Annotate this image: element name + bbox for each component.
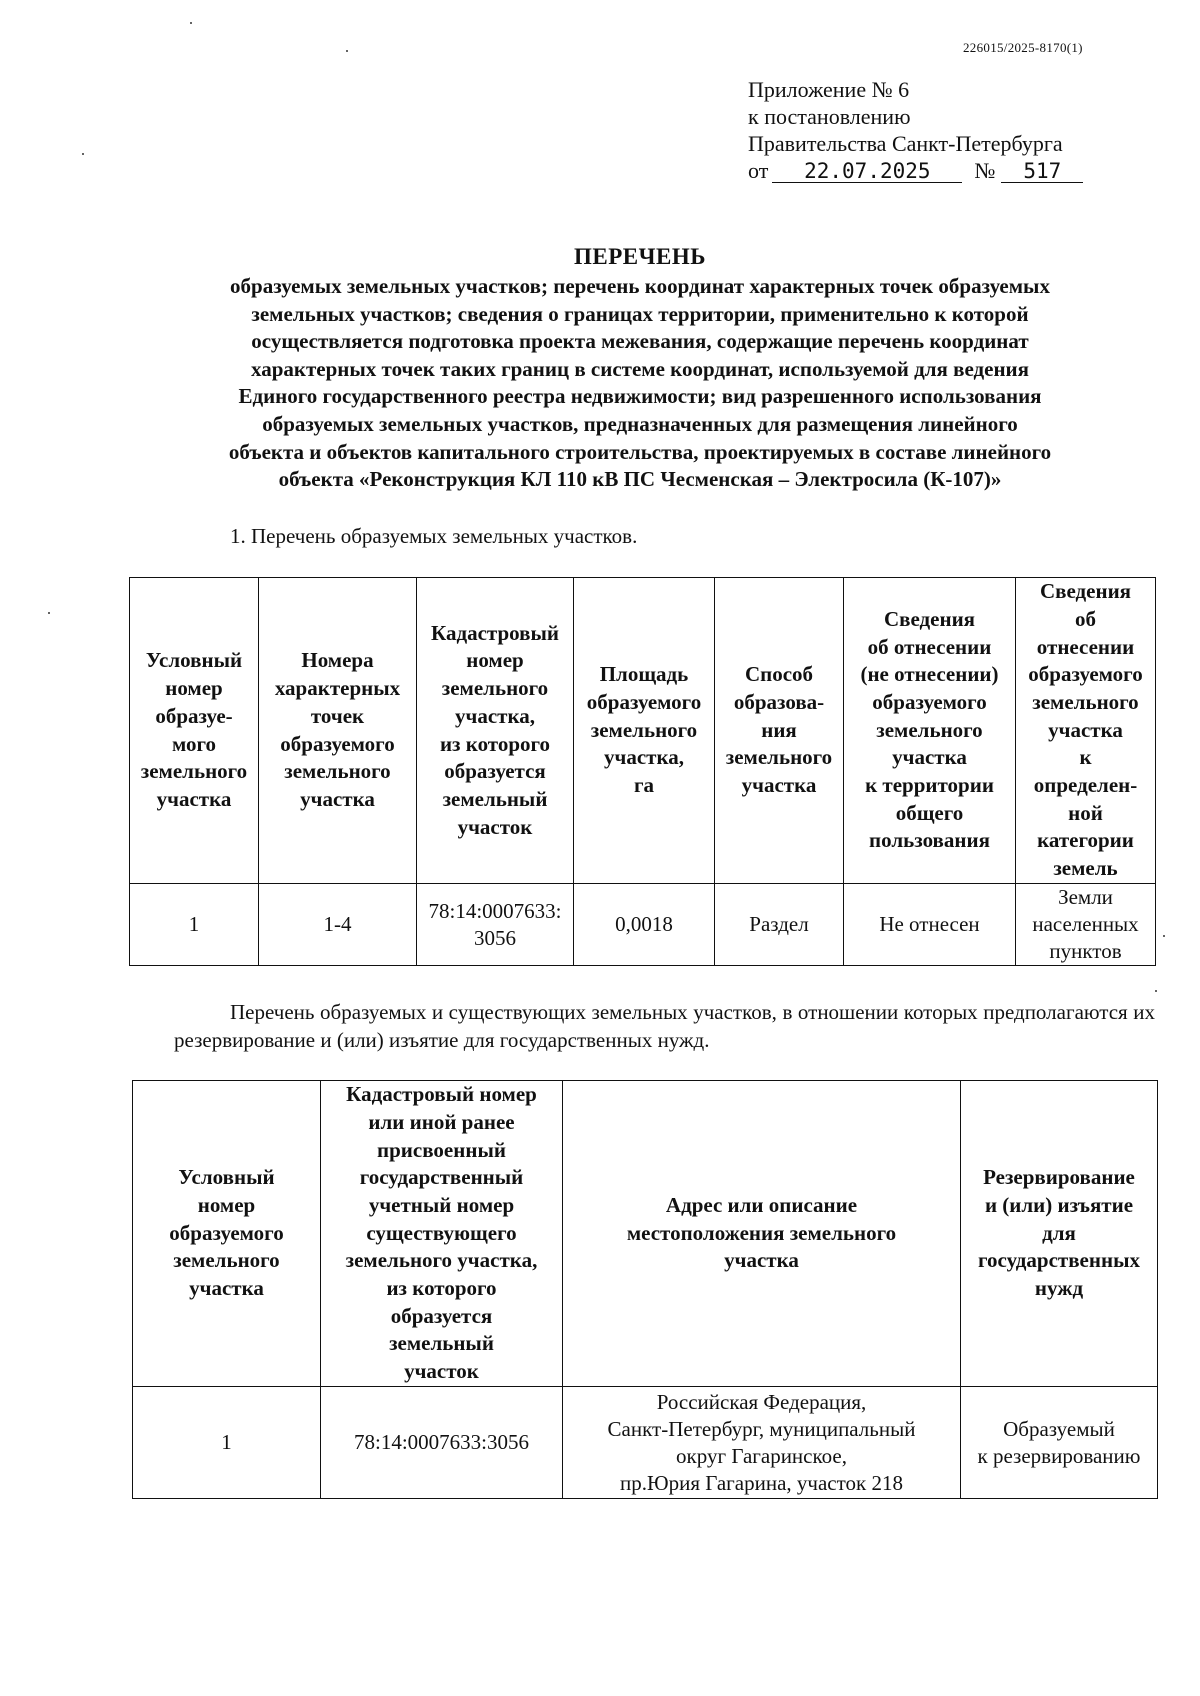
header-cell: Кадастровый номер земельного участка, из которого образуется земельный участок [417, 578, 574, 884]
header-cell: Адрес или описание местоположения земельного участка [563, 1081, 961, 1387]
section-2-paragraph: Перечень образуемых и существующих земельных участков, в отношении которых предполагаются их резервирование и (или) изъятие для государственных нужд. [174, 1000, 1155, 1052]
scan-speck [1155, 990, 1157, 992]
table-formed-plots [129, 577, 1156, 966]
table-cell: 78:14:0007633:3056 [321, 1387, 563, 1499]
appendix-block [748, 76, 1083, 184]
header-cell: Сведения об отнесении образуемого земельного участка к определен- ной категории земель [1016, 578, 1156, 884]
header-cell: Способ образова- ния земельного участка [715, 578, 844, 884]
header-cell: Сведения об отнесении (не отнесении) образуемого земельного участка к территории общего пользования [844, 578, 1016, 884]
table-cell: Раздел [715, 884, 844, 966]
header-cell: Условный номер образуемого земельного участка [133, 1081, 321, 1387]
resolution-date: 22.07.2025 [772, 160, 962, 183]
subtitle: образуемых земельных участков; перечень координат характерных точек образуемых земельных участков; сведения о границах территории, применительно к которой осуществляется подготовка проекта межевания, содержащие перечень координат характерных точек таких границ в системе координат, используемой для ведения Единого государственного реестра недвижимости; вид разрешенного использования образуемых земельных участков, предназначенных для размещения линейного объекта и объектов капитального строительства, проектируемых в составе линейного объекта «Реконструкция КЛ 110 кВ ПС Чесменская – Электросила (К-107)» [228, 274, 1052, 492]
document-id: 226015/2025-8170(1) [963, 40, 1083, 55]
header-cell: Кадастровый номер или иной ранее присвоенный государственный учетный номер существующего земельного участка, из которого образуется земельный участок [321, 1081, 563, 1387]
table-cell: 1 [130, 884, 259, 966]
scan-speck [1163, 935, 1165, 937]
header-cell: Резервирование и (или) изъятие для государственных нужд [961, 1081, 1158, 1387]
scan-speck [82, 153, 84, 155]
scan-speck [48, 612, 50, 614]
from-label: от [748, 158, 769, 183]
table-header-row [130, 578, 1156, 884]
table-cell: Не отнесен [844, 884, 1016, 966]
table-cell: 0,0018 [574, 884, 715, 966]
scan-speck [190, 22, 192, 24]
table-reservation-plots [132, 1080, 1158, 1499]
table-row [130, 884, 1156, 966]
table-cell: Земли населенных пунктов [1016, 884, 1156, 966]
table-cell: 1 [133, 1387, 321, 1499]
section-1-heading: 1. Перечень образуемых земельных участков. [230, 524, 638, 548]
header-cell: Площадь образуемого земельного участка, га [574, 578, 715, 884]
table-row [133, 1387, 1158, 1499]
page-title: ПЕРЕЧЕНЬ [574, 244, 706, 269]
header-cell: Условный номер образуе- мого земельного участка [130, 578, 259, 884]
appendix-date-line [748, 157, 1083, 184]
table-cell: Образуемый к резервированию [961, 1387, 1158, 1499]
number-label: № [974, 158, 996, 183]
resolution-number: 517 [1001, 160, 1083, 183]
appendix-line-2: к постановлению [748, 104, 911, 129]
table-cell: 78:14:0007633: 3056 [417, 884, 574, 966]
table-header-row [133, 1081, 1158, 1387]
table-cell: 1-4 [259, 884, 417, 966]
appendix-line-1: Приложение № 6 [748, 77, 910, 102]
header-cell: Номера характерных точек образуемого земельного участка [259, 578, 417, 884]
table-cell: Российская Федерация, Санкт-Петербург, муниципальный округ Гагаринское, пр.Юрия Гагарина, участок 218 [563, 1387, 961, 1499]
appendix-line-3: Правительства Санкт-Петербурга [748, 131, 1063, 156]
scan-speck [346, 50, 348, 52]
